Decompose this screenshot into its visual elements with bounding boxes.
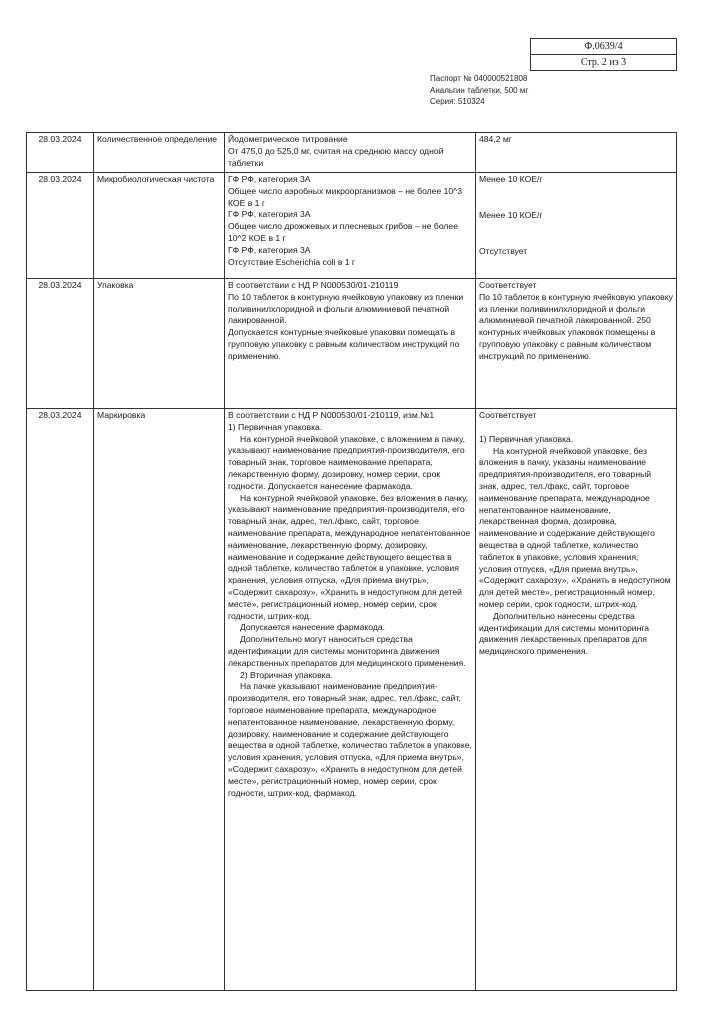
result-line: Отсутствует (479, 245, 528, 256)
row-indicator: Микробиологическая чистота (94, 173, 225, 279)
results-table (26, 132, 677, 991)
requirement-line: На контурной ячейковой упаковке, с вложением в пачку, указывают наименование предприятия-производителя, его товарный знак, торговое наименование препарата, лекарственную форму, дозировку, номер серии, срок годности. Допускается нанесение фармакода. (228, 433, 465, 491)
result-line: Дополнительно нанесены средства идентификации для системы мониторинга движения лекарственных препаратов для медицинского применения. (479, 610, 650, 657)
result-line: 484,2 мг (479, 134, 512, 144)
requirement-line: Допускается контурные ячейковые упаковки помещать в групповую упаковку с равным количеством инструкций по применению. (228, 327, 460, 361)
requirement-line: ГФ РФ, категория 3А (228, 209, 311, 220)
requirement-line: В соответствии с НД Р N000530/01-210119 (228, 280, 399, 290)
result-line: Соответствует (479, 410, 537, 420)
requirement-line: Отсутствие Escherichia coli в 1 г (228, 256, 356, 267)
product-name: Анальгин таблетки, 500 мг (430, 85, 529, 95)
row-indicator: Упаковка (94, 279, 225, 409)
row-result (476, 279, 677, 409)
result-line: Соответствует (479, 280, 537, 290)
table-row (27, 409, 677, 991)
requirement-line: Общее число аэробных микроорганизмов – не более 10^3 КОЕ в 1 г (228, 185, 462, 208)
requirement-line: Допускается нанесение фармакода. (240, 622, 386, 633)
passport-number: Паспорт № 040000521808 (430, 74, 528, 83)
table-row (27, 173, 677, 279)
row-result (476, 173, 677, 279)
result-line: Менее 10 КОЕ/г (479, 174, 543, 184)
row-requirement (225, 133, 476, 173)
row-date: 28.03.2024 (27, 173, 94, 279)
row-requirement (225, 279, 476, 409)
result-line: По 10 таблеток в контурную ячейковую упаковку из пленки поливинилхлоридной и фольги алюминиевой печатной лакированной. 250 контурных ячейковых упаковок помещены в групповую упаковку с равным количеством инструкций по применению. (479, 291, 673, 361)
requirement-line: По 10 таблеток в контурную ячейковую упаковку из пленки поливинилхлоридной и фольги алюминиевой печатной лакированной. (228, 291, 464, 326)
form-code: Ф.0639/4 (531, 39, 677, 55)
result-line: Менее 10 КОЕ/г (479, 209, 543, 220)
passport-header (430, 73, 528, 108)
row-date: 28.03.2024 (27, 279, 94, 409)
requirement-line: Дополнительно могут наноситься средства идентификации для системы мониторинга движения лекарственных препаратов для медицинского применения. (228, 634, 466, 668)
form-number-box (530, 38, 677, 71)
requirement-line: На пачке указывают наименование предприятия-производителя, его товарный знак, адрес, тел./факс, сайт, торговое наименование препарата, международное непатентованное наименование, лекарственную форму, дозировку, наименование и содержание действующего вещества в одной таблетке, количество таблеток в упаковке, условия хранения, условия отпуска, «Для приема внутрь», «Содержит сахарозу», «Хранить в недоступном для детей месте», регистрационный номер, номер серии, срок годности, штрих-код, фармакод. (228, 681, 472, 798)
table-row (27, 279, 677, 409)
row-result (476, 409, 677, 991)
row-date: 28.03.2024 (27, 133, 94, 173)
requirement-line: На контурной ячейковой упаковке, без вложения в пачку, указывают наименование предприятия-производителя, его товарный знак, адрес, тел./факс, сайт, торговое наименование препарата, международное непатентованное наименование, лекарственную форму, дозировку, наименование и содержание действующего вещества в одной таблетке, количество таблеток в упаковке, условия хранения, условия отпуска, «Для приема внутрь», «Содержит сахарозу», «Хранить в недоступном для детей месте», регистрационный номер, номер серии, срок годности, штрих-код. (228, 492, 471, 621)
row-requirement (225, 409, 476, 991)
requirement-line: Общее число дрожжевых и плесневых грибов – не более 10^2 КОЕ в 1 г (228, 221, 458, 243)
page-indicator: Стр. 2 из 3 (531, 55, 677, 71)
requirement-line: ГФ РФ, категория 3А (228, 244, 311, 255)
requirement-line: 2) Вторичная упаковка. (240, 669, 333, 680)
requirement-line: В соответствии с НД Р N000530/01-210119, изм.№1 (228, 410, 435, 420)
requirement-line: 1) Первичная упаковка. (228, 421, 323, 432)
result-line: 1) Первичная упаковка. (479, 433, 574, 444)
series-number: Серия: 510324 (430, 97, 485, 106)
row-requirement (225, 173, 476, 279)
requirement-line: Йодометрическое титрование (228, 134, 348, 144)
result-line: На контурной ячейковой упаковке, без вложения в пачку, указаны наименование предприятия-производителя, его товарный знак, адрес, тел./факс, сайт, торговое наименование препарата, международное непатентованное наименование, лекарственная форма, дозировка, наименование и содержание действующего вещества в одной таблетке, количество таблеток в упаковке, условия хранения, условия отпуска, «Для приема внутрь», «Содержит сахарозу», «Хранить в недоступном для детей месте», регистрационный номер, номер серии, срок годности, штрих-код. (479, 445, 671, 609)
row-indicator: Количественное определение (94, 133, 225, 173)
row-date: 28.03.2024 (27, 409, 94, 991)
requirement-line: От 475,0 до 525,0 мг, считая на среднюю массу одной таблетки (228, 145, 444, 168)
table-row (27, 133, 677, 173)
row-result (476, 133, 677, 173)
row-indicator: Маркировка (94, 409, 225, 991)
requirement-line: ГФ РФ, категория 3А (228, 174, 311, 184)
